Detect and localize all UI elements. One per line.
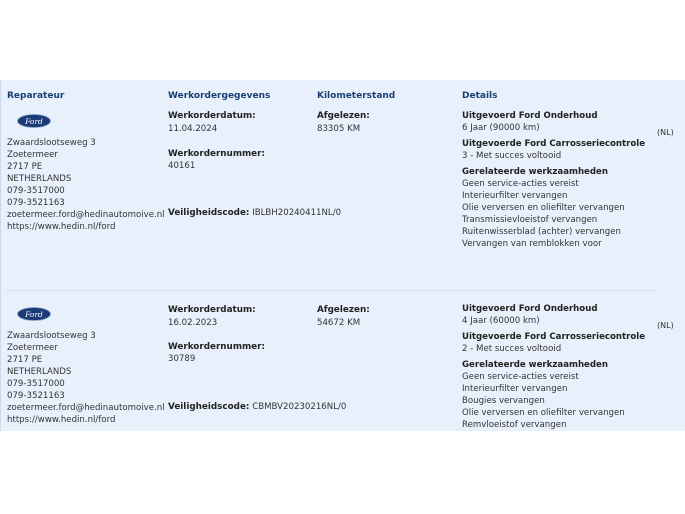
security-code: [168, 402, 346, 412]
security-code-value: CBMBV20230216NL/0: [252, 402, 347, 412]
header-mileage: Kilometerstand: [317, 91, 396, 101]
security-code-label: Veiligheidscode:: [168, 402, 250, 412]
related-work-item: Transmissievloeistof vervangen: [462, 215, 598, 225]
repairer-address: [7, 330, 165, 426]
workorder-number-label: Werkordernummer:: [168, 342, 265, 352]
address-city: Zoetermeer: [7, 150, 58, 160]
related-work-item: Olie verversen en oliefilter vervangen: [462, 408, 625, 418]
address-website: https://www.hedin.nl/ford: [7, 415, 116, 425]
record-divider: [7, 290, 657, 291]
service-details: [462, 110, 645, 250]
bodywork-value: 3 - Met succes voltooid: [462, 151, 562, 161]
repairer-address: [7, 137, 165, 233]
ford-logo-icon: [17, 114, 51, 128]
address-street: Zwaardslootseweg 3: [7, 138, 96, 148]
language-tag: (NL): [657, 321, 674, 330]
address-phone: 079-3517000: [7, 379, 65, 389]
mileage-value: 83305 KM: [317, 124, 361, 134]
related-work-item: Bougies vervangen: [462, 396, 545, 406]
header-details: Details: [462, 91, 498, 101]
address-country: NETHERLANDS: [7, 174, 72, 184]
ford-logo-text: Ford: [25, 309, 43, 319]
address-postcode: 2717 PE: [7, 162, 43, 172]
address-city: Zoetermeer: [7, 343, 58, 353]
related-work-item: Geen service-acties vereist: [462, 372, 579, 382]
ford-logo-text: Ford: [25, 116, 43, 126]
mileage-label: Afgelezen:: [317, 111, 370, 121]
related-work-item: Vervangen van remblokken voor: [462, 239, 602, 249]
workorder-number: 40161: [168, 161, 196, 171]
mileage-value: 54672 KM: [317, 318, 361, 328]
workorder-date: 16.02.2023: [168, 318, 218, 328]
header-repairer: Reparateur: [7, 91, 65, 101]
workorder-number-label: Werkordernummer:: [168, 149, 265, 159]
address-fax: 079-3521163: [7, 198, 65, 208]
related-work-item: Remvloeistof vervangen: [462, 420, 567, 430]
related-work-item: Interieurfilter vervangen: [462, 384, 568, 394]
address-email: zoetermeer.ford@hedinautomoive.nl: [7, 210, 165, 220]
maintenance-title: Uitgevoerd Ford Onderhoud: [462, 304, 598, 314]
security-code-label: Veiligheidscode:: [168, 208, 250, 218]
bodywork-value: 2 - Met succes voltooid: [462, 344, 562, 354]
workorder-date: 11.04.2024: [168, 124, 218, 134]
service-history-panel: [0, 80, 685, 431]
security-code-value: IBLBH20240411NL/0: [252, 208, 342, 218]
bodywork-title: Uitgevoerde Ford Carrosseriecontrole: [462, 139, 646, 149]
language-tag: (NL): [657, 128, 674, 137]
address-phone: 079-3517000: [7, 186, 65, 196]
related-work-title: Gerelateerde werkzaamheden: [462, 167, 608, 177]
address-country: NETHERLANDS: [7, 367, 72, 377]
related-work-title: Gerelateerde werkzaamheden: [462, 360, 608, 370]
security-code: [168, 208, 341, 218]
service-details: [462, 303, 645, 431]
maintenance-value: 6 Jaar (90000 km): [462, 123, 540, 133]
address-website: https://www.hedin.nl/ford: [7, 222, 116, 232]
ford-logo-icon: [17, 307, 51, 321]
maintenance-title: Uitgevoerd Ford Onderhoud: [462, 111, 598, 121]
related-work-item: Ruitenwisserblad (achter) vervangen: [462, 227, 621, 237]
address-fax: 079-3521163: [7, 391, 65, 401]
workorder-number: 30789: [168, 354, 196, 364]
workorder-date-label: Werkorderdatum:: [168, 111, 256, 121]
related-work-item: Interieurfilter vervangen: [462, 191, 568, 201]
related-work-item: Olie verversen en oliefilter vervangen: [462, 203, 625, 213]
header-workorder: Werkordergegevens: [168, 91, 271, 101]
address-street: Zwaardslootseweg 3: [7, 331, 96, 341]
address-postcode: 2717 PE: [7, 355, 43, 365]
mileage-label: Afgelezen:: [317, 305, 370, 315]
address-email: zoetermeer.ford@hedinautomoive.nl: [7, 403, 165, 413]
bodywork-title: Uitgevoerde Ford Carrosseriecontrole: [462, 332, 646, 342]
related-work-item: Geen service-acties vereist: [462, 179, 579, 189]
workorder-date-label: Werkorderdatum:: [168, 305, 256, 315]
maintenance-value: 4 Jaar (60000 km): [462, 316, 540, 326]
